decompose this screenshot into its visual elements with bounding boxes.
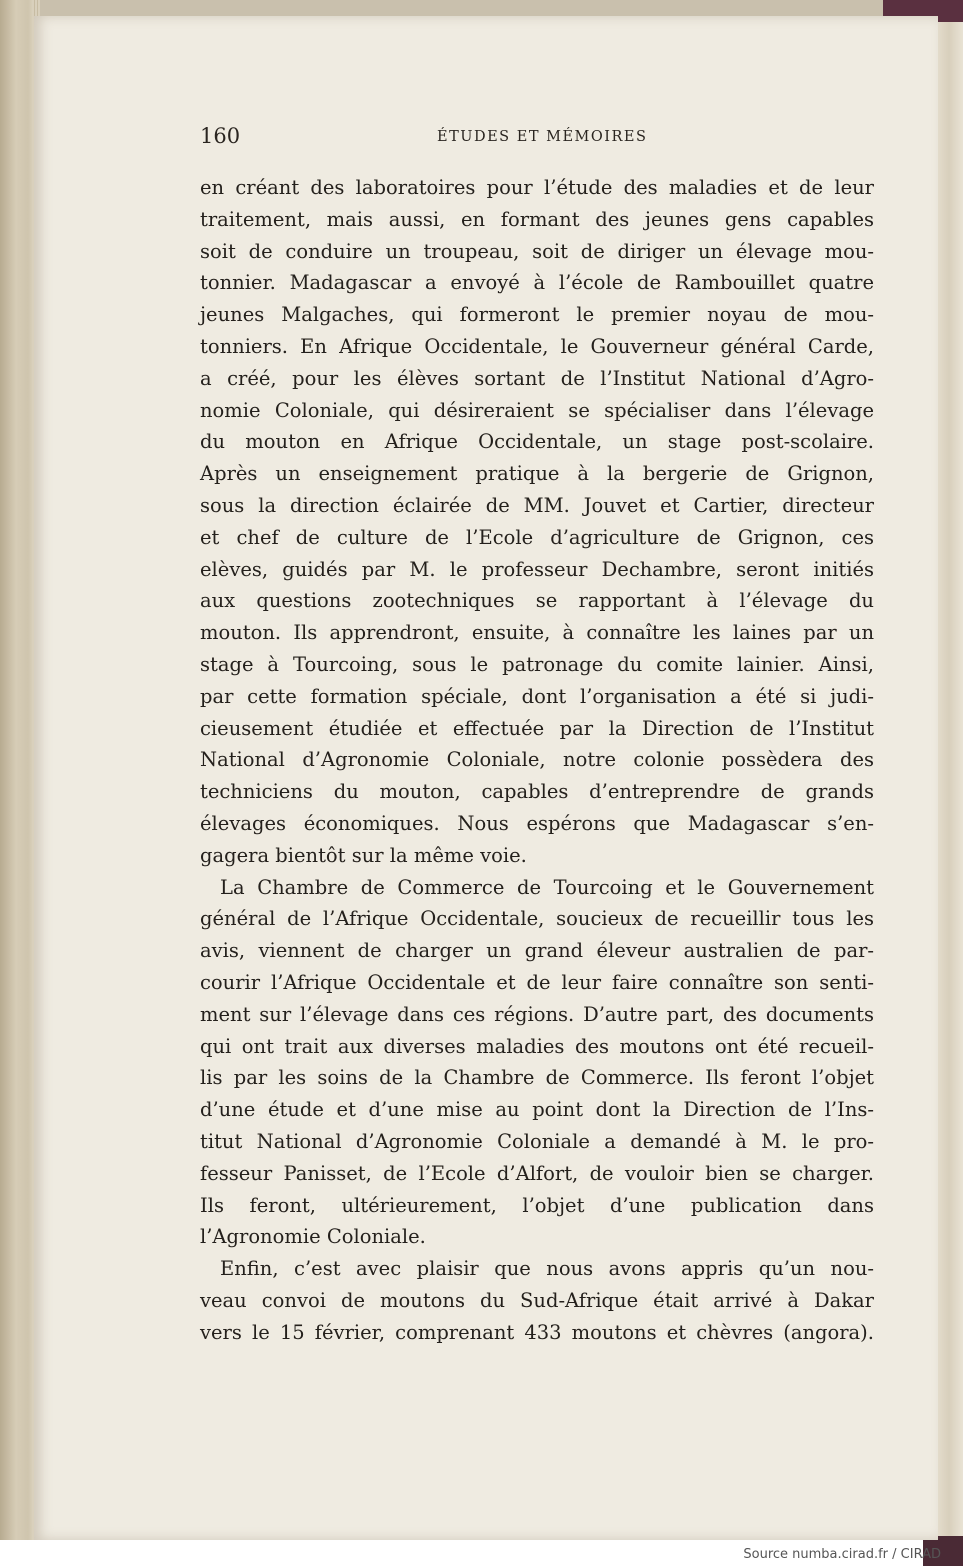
text-line: a créé, pour les élèves sortant de l’Institut National d’Agro- <box>200 366 874 390</box>
text-line: d’une étude et d’une mise au point dont la Direction de l’Ins- <box>200 1098 874 1122</box>
text-line: mouton. Ils apprendront, ensuite, à connaître les laines par un <box>200 621 874 645</box>
text-line: La Chambre de Commerce de Tourcoing et le Gouvernement <box>220 875 874 899</box>
text-line: courir l’Afrique Occidentale et de leur faire connaître son senti- <box>200 970 874 994</box>
text-line: jeunes Malgaches, qui formeront le premier noyau de mou- <box>200 303 874 327</box>
text-line: général de l’Afrique Occidentale, soucieux de recueillir tous les <box>200 907 874 931</box>
text-line: cieusement étudiée et effectuée par la Direction de l’Institut <box>200 716 874 740</box>
page-header <box>200 124 880 154</box>
text-line: tonnier. Madagascar a envoyé à l’école de Rambouillet quatre <box>200 271 874 295</box>
text-line: qui ont trait aux diverses maladies des moutons ont été recueil- <box>200 1034 874 1058</box>
text-line: du mouton en Afrique Occidentale, un stage post-scolaire. <box>200 430 874 454</box>
body-text <box>200 172 874 1348</box>
text-line: l’Agronomie Coloniale. <box>200 1225 426 1249</box>
text-line: ment sur l’élevage dans ces régions. D’autre part, des documents <box>200 1002 874 1026</box>
text-line: avis, viennent de charger un grand éleveur australien de par- <box>200 939 874 963</box>
text-line: veau convoi de moutons du Sud-Afrique était arrivé à Dakar <box>200 1288 874 1312</box>
text-line: et chef de culture de l’Ecole d’agriculture de Grignon, ces <box>200 525 874 549</box>
text-line: gagera bientôt sur la même voie. <box>200 843 527 867</box>
running-head: ÉTUDES ET MÉMOIRES <box>437 129 648 145</box>
text-line: National d’Agronomie Coloniale, notre colonie possèdera des <box>200 748 874 772</box>
text-line: Enfin, c’est avec plaisir que nous avons appris qu’un nou- <box>220 1257 874 1281</box>
text-line: traitement, mais aussi, en formant des jeunes gens capables <box>200 207 874 231</box>
text-line: sous la direction éclairée de MM. Jouvet et Cartier, directeur <box>200 493 874 517</box>
text-line: en créant des laboratoires pour l’étude des maladies et de leur <box>200 176 874 199</box>
text-line: par cette formation spéciale, dont l’organisation a été si judi- <box>200 684 874 708</box>
source-credit: Source numba.cirad.fr / CIRAD <box>743 1547 941 1562</box>
text-line: titut National d’Agronomie Coloniale a demandé à M. le pro- <box>200 1129 874 1153</box>
text-line: nomie Coloniale, qui désireraient se spécialiser dans l’élevage <box>200 398 874 422</box>
text-line: stage à Tourcoing, sous le patronage du comite lainier. Ainsi, <box>200 652 874 676</box>
text-line: techniciens du mouton, capables d’entreprendre de grands <box>200 780 874 804</box>
text-line: Après un enseignement pratique à la bergerie de Grignon, <box>200 462 874 486</box>
text-line: fesseur Panisset, de l’Ecole d’Alfort, de vouloir bien se charger. <box>200 1161 874 1185</box>
book-right-edge <box>935 0 963 1540</box>
text-line: elèves, guidés par M. le professeur Dechambre, seront initiés <box>200 557 874 581</box>
text-line: lis par les soins de la Chambre de Commerce. Ils feront l’objet <box>200 1066 874 1090</box>
page-number: 160 <box>200 124 241 148</box>
text-line: élevages économiques. Nous espérons que Madagascar s’en- <box>200 811 874 835</box>
text-line: tonniers. En Afrique Occidentale, le Gouverneur général Carde, <box>200 334 874 358</box>
text-line: Ils feront, ultérieurement, l’objet d’une publication dans <box>200 1193 874 1217</box>
text-line: soit de conduire un troupeau, soit de diriger un élevage mou- <box>200 239 874 263</box>
text-line: vers le 15 février, comprenant 433 moutons et chèvres (angora). <box>200 1320 874 1344</box>
text-line: aux questions zootechniques se rapportant à l’élevage du <box>200 589 874 613</box>
